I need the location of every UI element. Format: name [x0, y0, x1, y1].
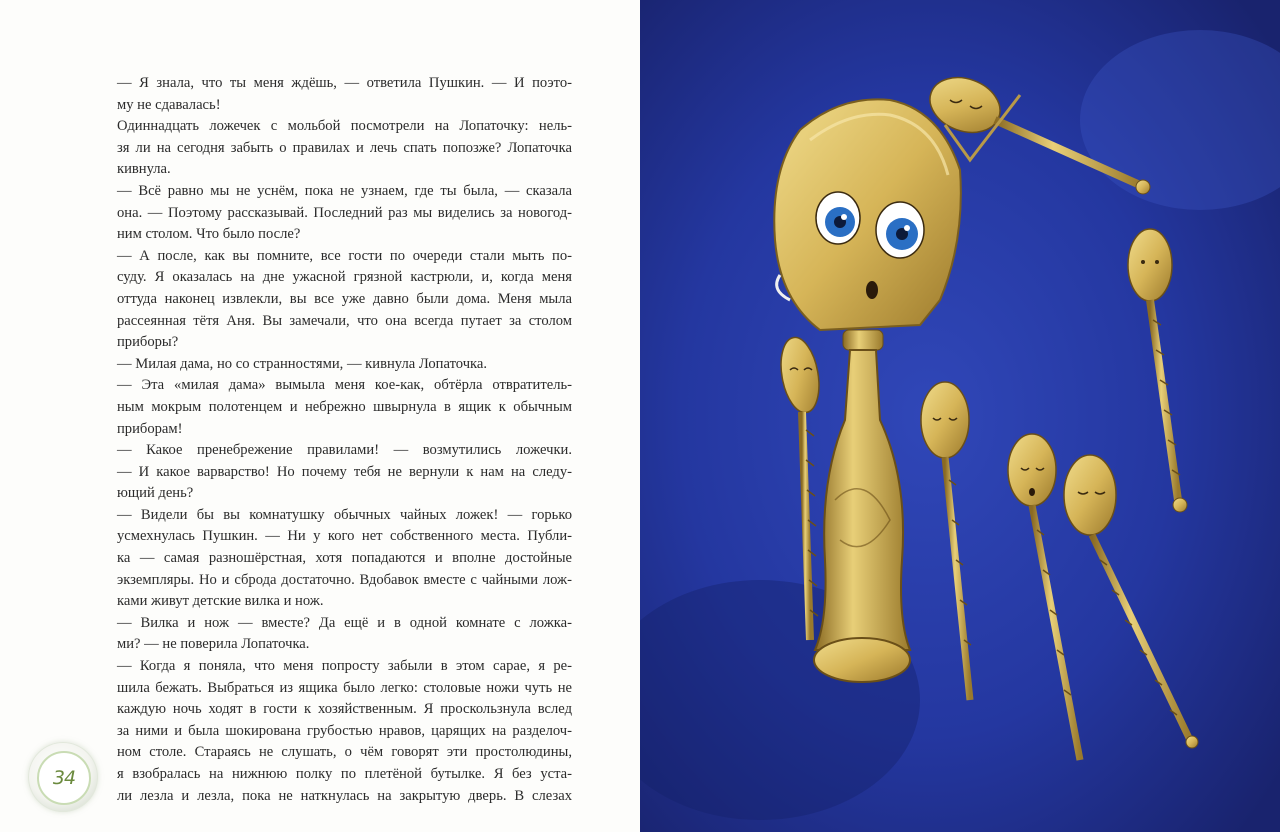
text-line: ним столом. Что было после? [117, 226, 301, 243]
text-line: — А после, как вы помните, все гости по очереди стали мыть по- [117, 247, 572, 264]
illustration-page [640, 0, 1280, 832]
text-line: — И какое варварство! Но почему тебя не вернули к нам на следу- [117, 463, 572, 480]
text-line: приборам! [117, 420, 183, 437]
text-line: ющий день? [117, 485, 194, 502]
text-line: кивнула. [117, 161, 171, 178]
text-line: рассеянная тётя Аня. Вы замечали, что она всегда путает за столом [117, 312, 572, 329]
text-line: — Эта «милая дама» вымыла меня кое-как, обтёрла отвратитель- [117, 377, 572, 394]
text-line: ка — самая разношёрстная, хотя попадаются и вполне достойные [117, 550, 572, 567]
page-number-badge [28, 742, 98, 812]
text-line: я взобралась на нижнюю полку по плетёной бутылке. Я без уста- [117, 766, 572, 782]
text-line: му не сдавалась! [117, 96, 221, 113]
text-line: шила бежать. Выбраться из ящика было легко: столовые ножи чуть не [117, 679, 572, 696]
text-line: — Вилка и нож — вместе? Да ещё и в одной комнате с ложка- [117, 614, 572, 631]
text-line: ли лезла и лезла, пока не наткнулась на закрытую дверь. В слезах [117, 787, 572, 804]
text-line: усмехнулась Пушкин. — Ни у кого нет собственного места. Публи- [117, 528, 572, 545]
text-line: — Видели бы вы комнатушку обычных чайных ложек! — горько [117, 506, 572, 523]
text-line: — Милая дама, но со странностями, — кивнула Лопаточка. [117, 355, 488, 372]
text-line: каждую ночь ходят в гости к хозяйственным. Я проскользнула вслед [117, 701, 572, 718]
text-line: ным мокрым полотенцем и небрежно швырнула в ящик к обычным [117, 398, 572, 415]
text-line: за ними и была шокирована грубостью нравов, царящих на разделоч- [117, 722, 572, 739]
text-line: ками живут детские вилка и нож. [117, 593, 324, 610]
text-line: ном столе. Стараясь не слушать, о чём говорят эти простолюдины, [117, 744, 572, 761]
text-line: — Я знала, что ты меня ждёшь, — ответила Пушкин. — И поэто- [117, 75, 572, 91]
text-line: — Когда я поняла, что меня попросту забыли в этом сарае, я ре- [117, 658, 572, 675]
text-line: зя ли на сегодня забыть о правилах и лечь спать попозже? Лопаточка [117, 139, 572, 156]
text-line: приборы? [117, 334, 179, 351]
story-text [117, 73, 572, 807]
text-line: она. — Поэтому рассказывай. Последний раз мы виделись за новогод- [117, 204, 572, 221]
text-line: — Какое пренебрежение правилами! — возмутились ложечки. [117, 442, 572, 459]
page-number: 34 [37, 751, 91, 805]
spoons-illustration [640, 0, 1280, 832]
text-line: — Всё равно мы не уснём, пока не узнаем, где ты была, — сказала [117, 182, 572, 199]
text-line: суду. Я оказалась на дне ужасной грязной кастрюли, и, когда меня [117, 269, 572, 286]
text-line: оттуда наконец извлекли, вы все уже давно были дома. Меня мыла [117, 290, 572, 307]
text-line: Одиннадцать ложечек с мольбой посмотрели на Лопаточку: нель- [117, 118, 572, 135]
text-line: экземпляры. Но и сброда достаточно. Вдобавок вместе с чайными лож- [117, 571, 572, 588]
text-line: ми? — не поверила Лопаточка. [117, 636, 310, 653]
